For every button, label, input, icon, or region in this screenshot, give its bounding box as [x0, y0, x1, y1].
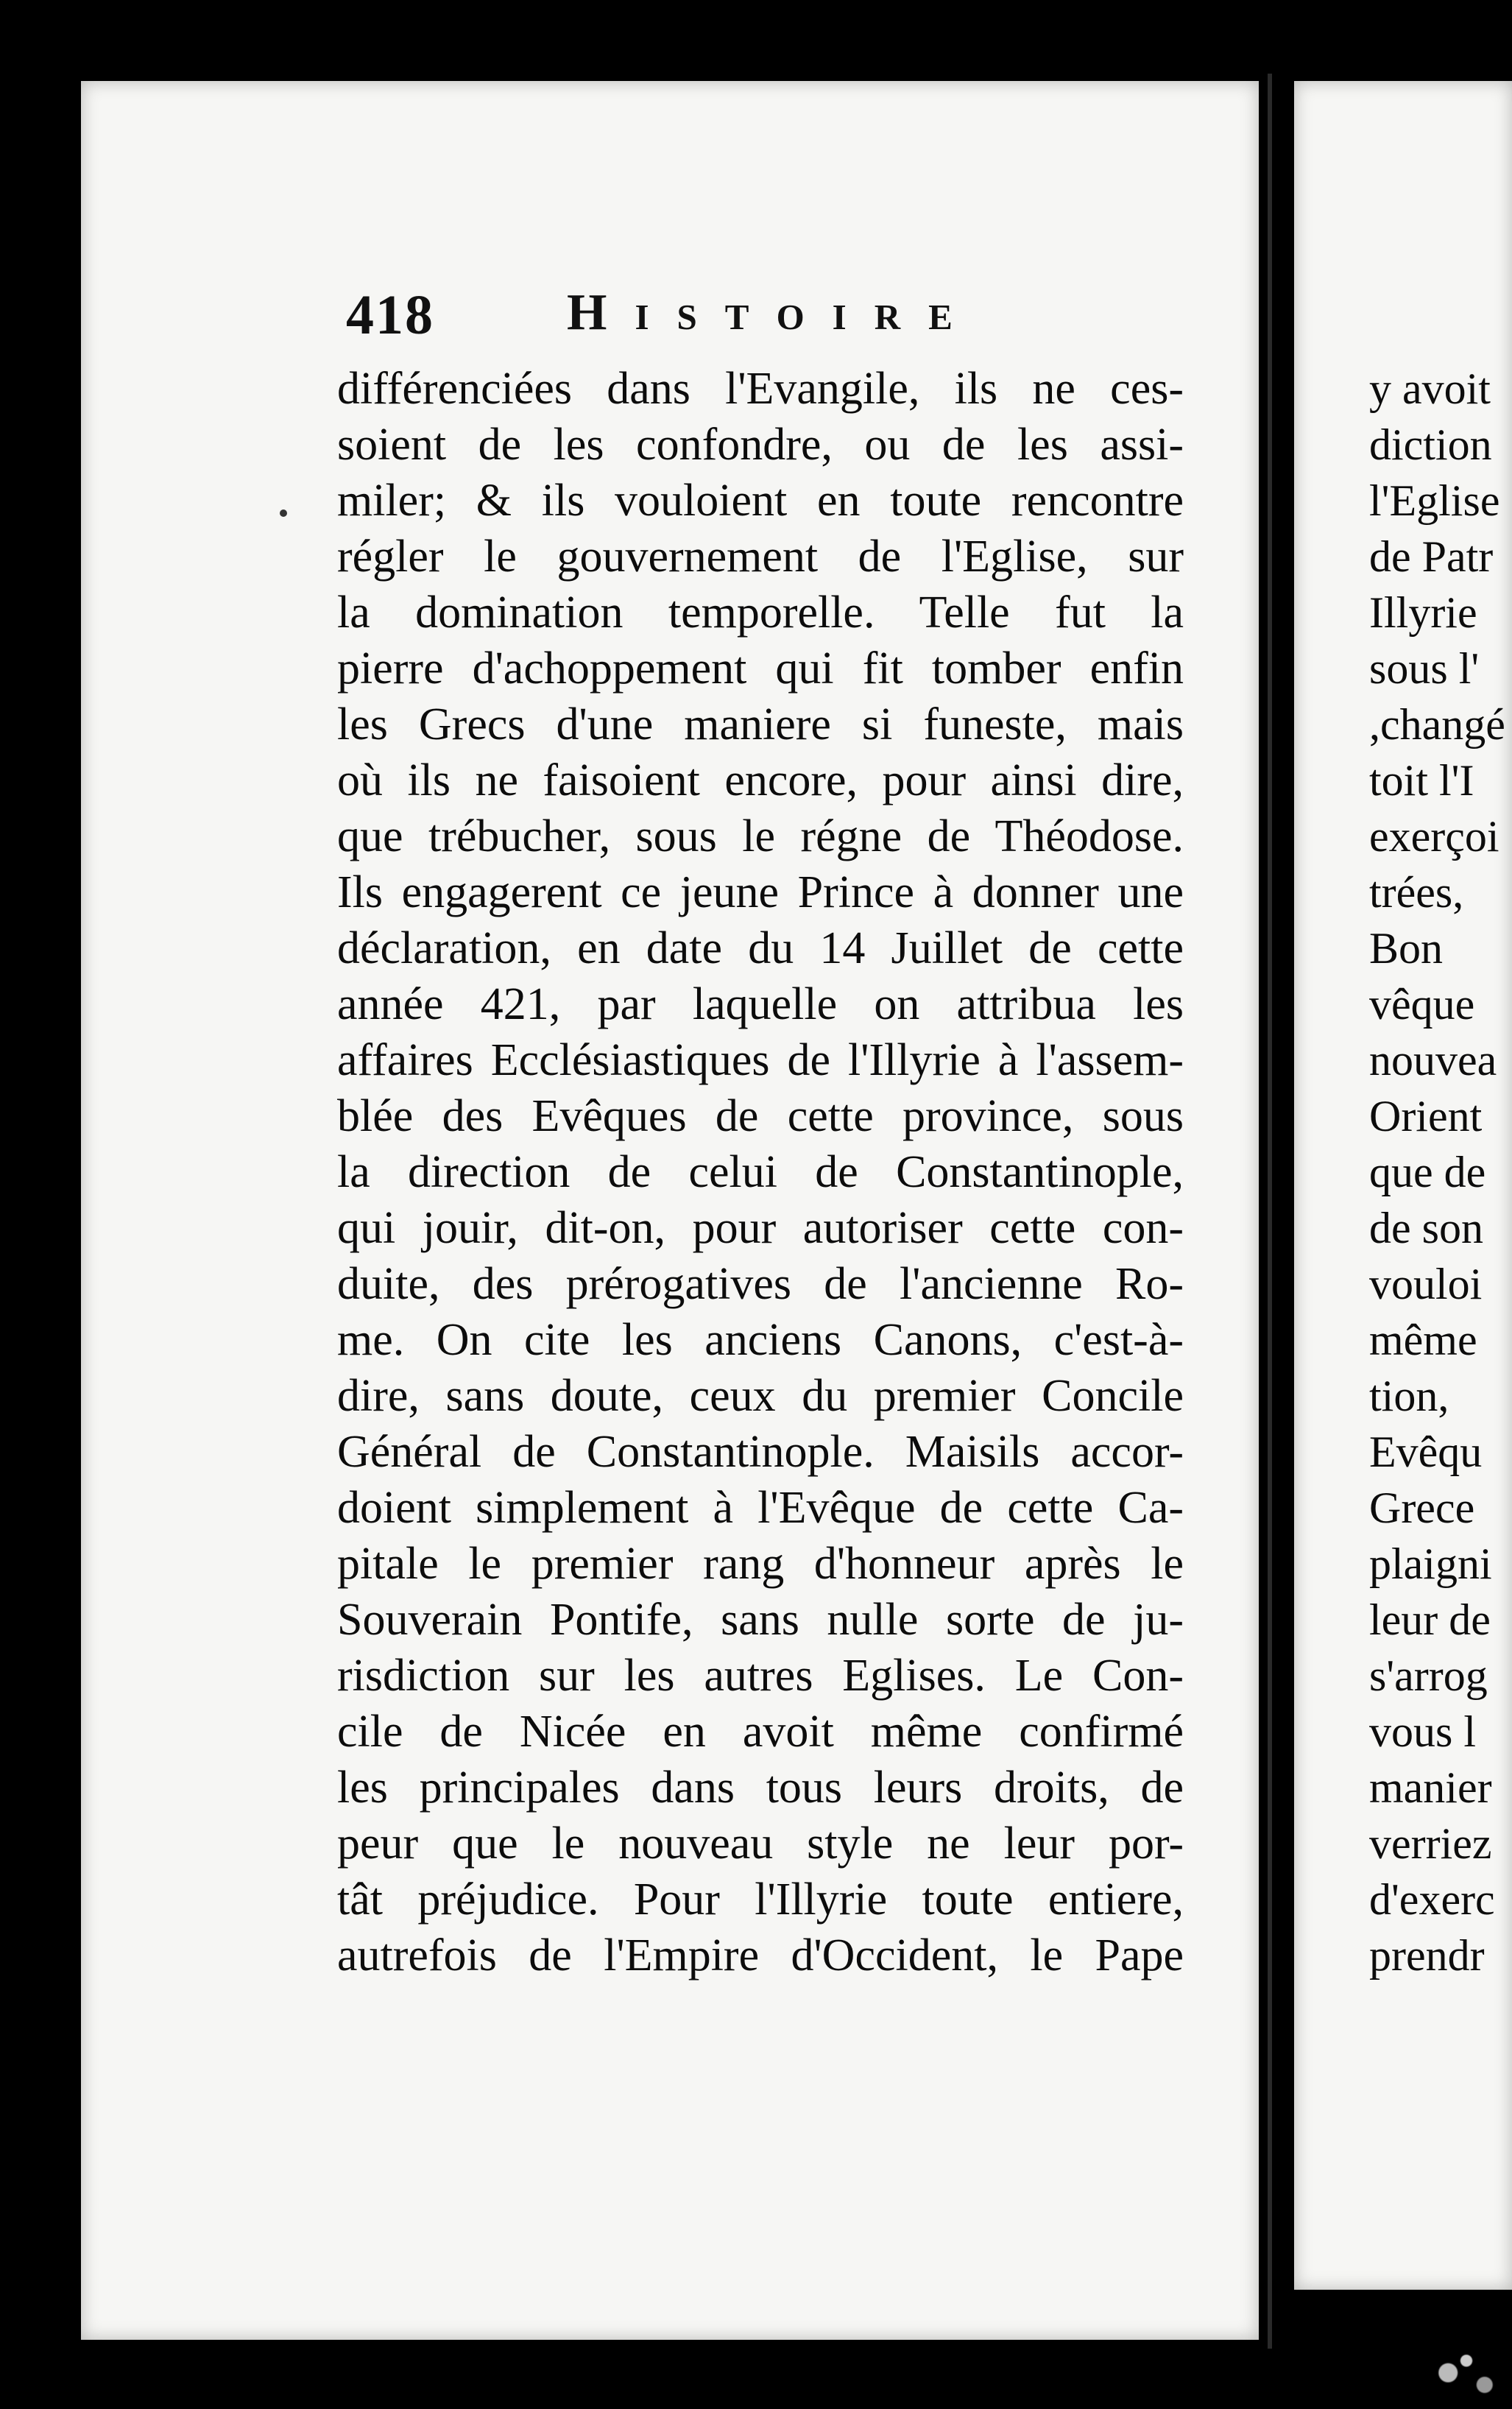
text-line: cile de Nicée en avoit même confirmé [337, 1707, 1184, 1757]
text-line: qui jouir, dit-on, pour autoriser cette con- [337, 1203, 1184, 1253]
text-line: Orient [1369, 1092, 1483, 1140]
left-page-text [337, 361, 1184, 1983]
text-line: peur que le nouveau style ne leur por- [337, 1819, 1184, 1869]
text-line: déclaration, en date du 14 Juillet de cette [337, 923, 1184, 973]
text-line: de son [1369, 1204, 1483, 1252]
text-line: Bon [1369, 924, 1444, 973]
text-line: risdiction sur les autres Eglises. Le Con- [337, 1651, 1184, 1701]
text-line: vêque [1369, 980, 1475, 1029]
text-line: prendr [1369, 1931, 1485, 1980]
text-line: l'Eglise [1369, 476, 1500, 525]
text-line: pitale le premier rang d'honneur après le [337, 1539, 1184, 1589]
text-line: Souverain Pontife, sans nulle sorte de ju- [337, 1595, 1184, 1645]
text-line: que de [1369, 1148, 1486, 1196]
text-line: Général de Constantinople. Maisils accor- [337, 1427, 1184, 1477]
text-line: ,changé [1369, 700, 1505, 749]
text-line: Grece [1369, 1484, 1475, 1532]
text-line: d'exerc [1369, 1875, 1495, 1924]
text-line: de Patr [1369, 532, 1494, 581]
text-line: régler le gouvernement de l'Eglise, sur [337, 532, 1184, 582]
text-line: trées, [1369, 868, 1464, 917]
right-page-text [1369, 361, 1512, 1983]
scan-noise [1421, 2349, 1512, 2409]
text-line: verriez [1369, 1819, 1492, 1868]
text-line: diction [1369, 420, 1492, 469]
text-line: les principales dans tous leurs droits, de [337, 1763, 1184, 1813]
running-head: Histoire [567, 284, 981, 341]
text-line: plaigni [1369, 1539, 1492, 1588]
text-line: vouloi [1369, 1260, 1483, 1308]
page-number: 418 [346, 284, 434, 346]
text-line: toit l'I [1369, 756, 1474, 805]
text-line: même [1369, 1316, 1477, 1364]
text-line: la direction de celui de Constantinople, [337, 1147, 1184, 1197]
text-line: où ils ne faisoient encore, pour ainsi dire, [337, 755, 1184, 805]
text-line: sous l' [1369, 644, 1480, 693]
page-header [346, 283, 1185, 364]
text-line: affaires Ecclésiastiques de l'Illyrie à l'assem- [337, 1035, 1184, 1085]
text-line: y avoit [1369, 364, 1491, 413]
text-line: tât préjudice. Pour l'Illyrie toute entiere, [337, 1874, 1184, 1925]
text-line: nouvea [1369, 1036, 1497, 1084]
text-line: différenciées dans l'Evangile, ils ne ces- [337, 364, 1184, 414]
text-line: les Grecs d'une maniere si funeste, mais [337, 699, 1184, 749]
text-line: duite, des prérogatives de l'ancienne Ro- [337, 1259, 1184, 1309]
text-line: Ils engagerent ce jeune Prince à donner une [337, 867, 1184, 917]
text-line: Evêqu [1369, 1428, 1483, 1476]
text-line: Illyrie [1369, 588, 1477, 637]
text-line: s'arrog [1369, 1651, 1488, 1700]
text-line: doient simplement à l'Evêque de cette Ca- [337, 1483, 1184, 1533]
text-line: la domination temporelle. Telle fut la [337, 588, 1184, 638]
text-line: soient de les confondre, ou de les assi- [337, 420, 1184, 470]
text-line: autrefois de l'Empire d'Occident, le Pape [337, 1930, 1184, 1981]
text-line: pierre d'achoppement qui fit tomber enfin [337, 643, 1184, 694]
text-line: leur de [1369, 1595, 1491, 1644]
text-line: me. On cite les anciens Canons, c'est-à- [337, 1315, 1184, 1365]
ink-speck [280, 509, 287, 517]
text-line: dire, sans doute, ceux du premier Concile [337, 1371, 1184, 1421]
text-line: que trébucher, sous le régne de Théodose. [337, 811, 1184, 861]
text-line: année 421, par laquelle on attribua les [337, 979, 1184, 1029]
gutter [1268, 74, 1272, 2349]
text-line: manier [1369, 1763, 1492, 1812]
text-line: exerçoi [1369, 812, 1499, 861]
text-line: vous l [1369, 1707, 1477, 1756]
text-line: blée des Evêques de cette province, sous [337, 1091, 1184, 1141]
text-line: tion, [1369, 1372, 1449, 1420]
text-line: miler; & ils vouloient en toute rencontre [337, 476, 1184, 526]
